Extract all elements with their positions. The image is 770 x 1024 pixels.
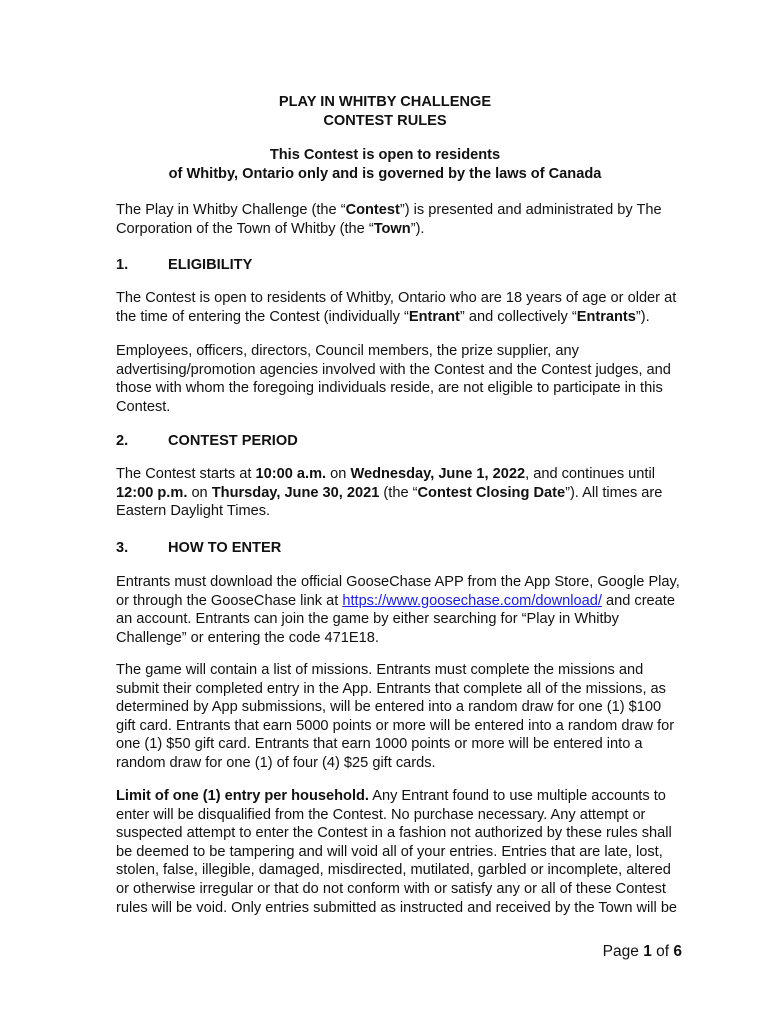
bold-text: Contest Closing Date — [417, 484, 566, 501]
paragraph — [116, 465, 676, 521]
section-label: HOW TO ENTER — [168, 540, 282, 556]
text-run: The Play in Whitby Challenge (the “ — [116, 202, 346, 218]
text-run: on — [326, 466, 351, 482]
text-run: one (1) $50 gift card. Entrants that earn 1000 points or more will be entered into a — [116, 736, 643, 753]
text-line — [116, 220, 676, 239]
text-run: the time of entering the Contest (individually “ — [116, 308, 409, 325]
text-run: submit their completed entry in the App. Entrants that complete all of the missions, as — [116, 680, 666, 697]
text-run: (the “ — [379, 484, 418, 501]
bold-text: Thursday, June 30, 2021 — [211, 484, 380, 501]
document-subtitle — [0, 146, 770, 183]
text-run: or through the GooseChase link at — [116, 592, 343, 609]
section-label: CONTEST PERIOD — [168, 433, 298, 449]
bold-text: 12:00 p.m. — [116, 484, 188, 501]
document-title — [0, 93, 770, 130]
bold-text: Town — [373, 220, 411, 237]
paragraph — [116, 201, 676, 238]
text-run: suspected attempt to enter the Contest in a fashion not authorized by these rules shall — [116, 825, 672, 842]
section-heading-how-to-enter — [116, 539, 676, 558]
text-run: The game will contain a list of missions. Entrants must complete the missions and — [116, 662, 644, 678]
text-run: Entrants must download the official GooseChase APP from the App Store, Google Play, — [116, 574, 680, 590]
text-line — [116, 861, 676, 880]
page-label: Page — [602, 943, 639, 960]
text-line — [116, 787, 676, 806]
of-label: of — [656, 943, 670, 960]
text-run: ”). All times are — [565, 484, 663, 501]
paragraph — [116, 661, 676, 773]
text-line — [116, 754, 676, 773]
text-line — [116, 880, 676, 899]
bold-text: 10:00 a.m. — [255, 466, 327, 482]
text-line — [116, 661, 676, 680]
text-run: an account. Entrants can join the game by either searching for “Play in Whitby — [116, 611, 619, 628]
text-run: those with whom the foregoing individuals reside, are not eligible to participate in this — [116, 380, 663, 397]
text-run: stolen, false, illegible, damaged, misdirected, mutilated, garbled or incomplete, altered — [116, 862, 671, 879]
section-label: ELIGIBILITY — [168, 257, 253, 273]
text-line — [116, 592, 676, 611]
subtitle-line: This Contest is open to residents — [269, 147, 501, 163]
text-line — [116, 201, 676, 220]
text-run: be deemed to be tampering and will void all of your entries. Entries that are late, lost, — [116, 843, 663, 860]
page-number — [603, 943, 682, 961]
current-page: 1 — [643, 943, 652, 960]
text-run: Challenge” or entering the code 471E18. — [116, 629, 379, 646]
text-run: Any Entrant found to use multiple accounts to — [368, 788, 666, 804]
text-line — [116, 680, 676, 699]
subtitle-line: of Whitby, Ontario only and is governed by the laws of Canada — [168, 165, 602, 182]
text-line — [116, 899, 676, 918]
text-line — [116, 342, 676, 361]
text-run: determined by App submissions, will be entered into a random draw for one (1) $100 — [116, 699, 662, 716]
total-pages: 6 — [673, 943, 682, 960]
section-heading-eligibility — [116, 256, 676, 275]
text-run: Eastern Daylight Times. — [116, 503, 271, 520]
bold-text: Entrant — [408, 308, 460, 325]
text-line — [116, 465, 676, 484]
text-line — [116, 824, 676, 843]
section-heading-contest-period — [116, 432, 676, 451]
text-run: ”). — [410, 220, 425, 237]
text-line — [116, 361, 676, 380]
text-line — [116, 843, 676, 862]
text-line — [116, 735, 676, 754]
download-link[interactable]: https://www.goosechase.com/download/ — [342, 592, 602, 609]
text-run: , and continues until — [525, 466, 655, 482]
text-run: on — [187, 484, 212, 501]
section-number: 1. — [116, 257, 129, 273]
text-run: and create — [601, 592, 675, 609]
text-line — [116, 573, 680, 592]
text-run: ”). — [635, 308, 650, 325]
text-run: Corporation of the Town of Whitby (the “ — [116, 220, 374, 237]
text-run: or otherwise irregular or that do not conform with or satisfy any or all of these Contest — [116, 880, 666, 897]
section-number: 3. — [116, 540, 129, 556]
text-line — [116, 502, 676, 521]
text-line — [116, 629, 676, 648]
bold-text: Limit of one (1) entry per household. — [116, 788, 369, 804]
text-run: random draw for one (1) of four (4) $25 gift cards. — [116, 754, 436, 771]
text-line — [116, 610, 676, 629]
section-number: 2. — [116, 433, 129, 449]
paragraph — [116, 342, 676, 416]
text-run: Employees, officers, directors, Council members, the prize supplier, any — [116, 343, 579, 359]
text-line — [116, 289, 676, 308]
paragraph — [116, 573, 680, 647]
text-run: The Contest is open to residents of Whitby, Ontario who are 18 years of age or older at — [116, 290, 677, 306]
paragraph — [116, 289, 676, 326]
text-run: rules will be void. Only entries submitted as instructed and received by the Town will be — [116, 899, 678, 916]
text-line — [116, 398, 676, 417]
text-run: advertising/promotion agencies involved with the Contest and the Contest judges, and — [116, 361, 671, 378]
text-run: ” and collectively “ — [459, 308, 577, 325]
text-line — [116, 698, 676, 717]
text-line — [116, 484, 676, 503]
paragraph — [116, 787, 676, 917]
text-line — [116, 379, 676, 398]
text-run: gift card. Entrants that earn 5000 points or more will be entered into a random draw for — [116, 717, 675, 734]
bold-text: Entrants — [576, 308, 636, 325]
bold-text: Contest — [345, 202, 400, 218]
text-line — [116, 717, 676, 736]
text-run: enter will be disqualified from the Contest. No purchase necessary. Any attempt or — [116, 806, 646, 823]
text-run: Contest. — [116, 398, 171, 415]
title-line: PLAY IN WHITBY CHALLENGE — [278, 94, 492, 110]
text-line — [116, 308, 676, 327]
text-run: The Contest starts at — [116, 466, 256, 482]
title-line: CONTEST RULES — [323, 112, 447, 129]
text-line — [116, 806, 676, 825]
bold-text: Wednesday, June 1, 2022 — [350, 466, 526, 482]
text-run: ”) is presented and administrated by The — [399, 202, 662, 218]
